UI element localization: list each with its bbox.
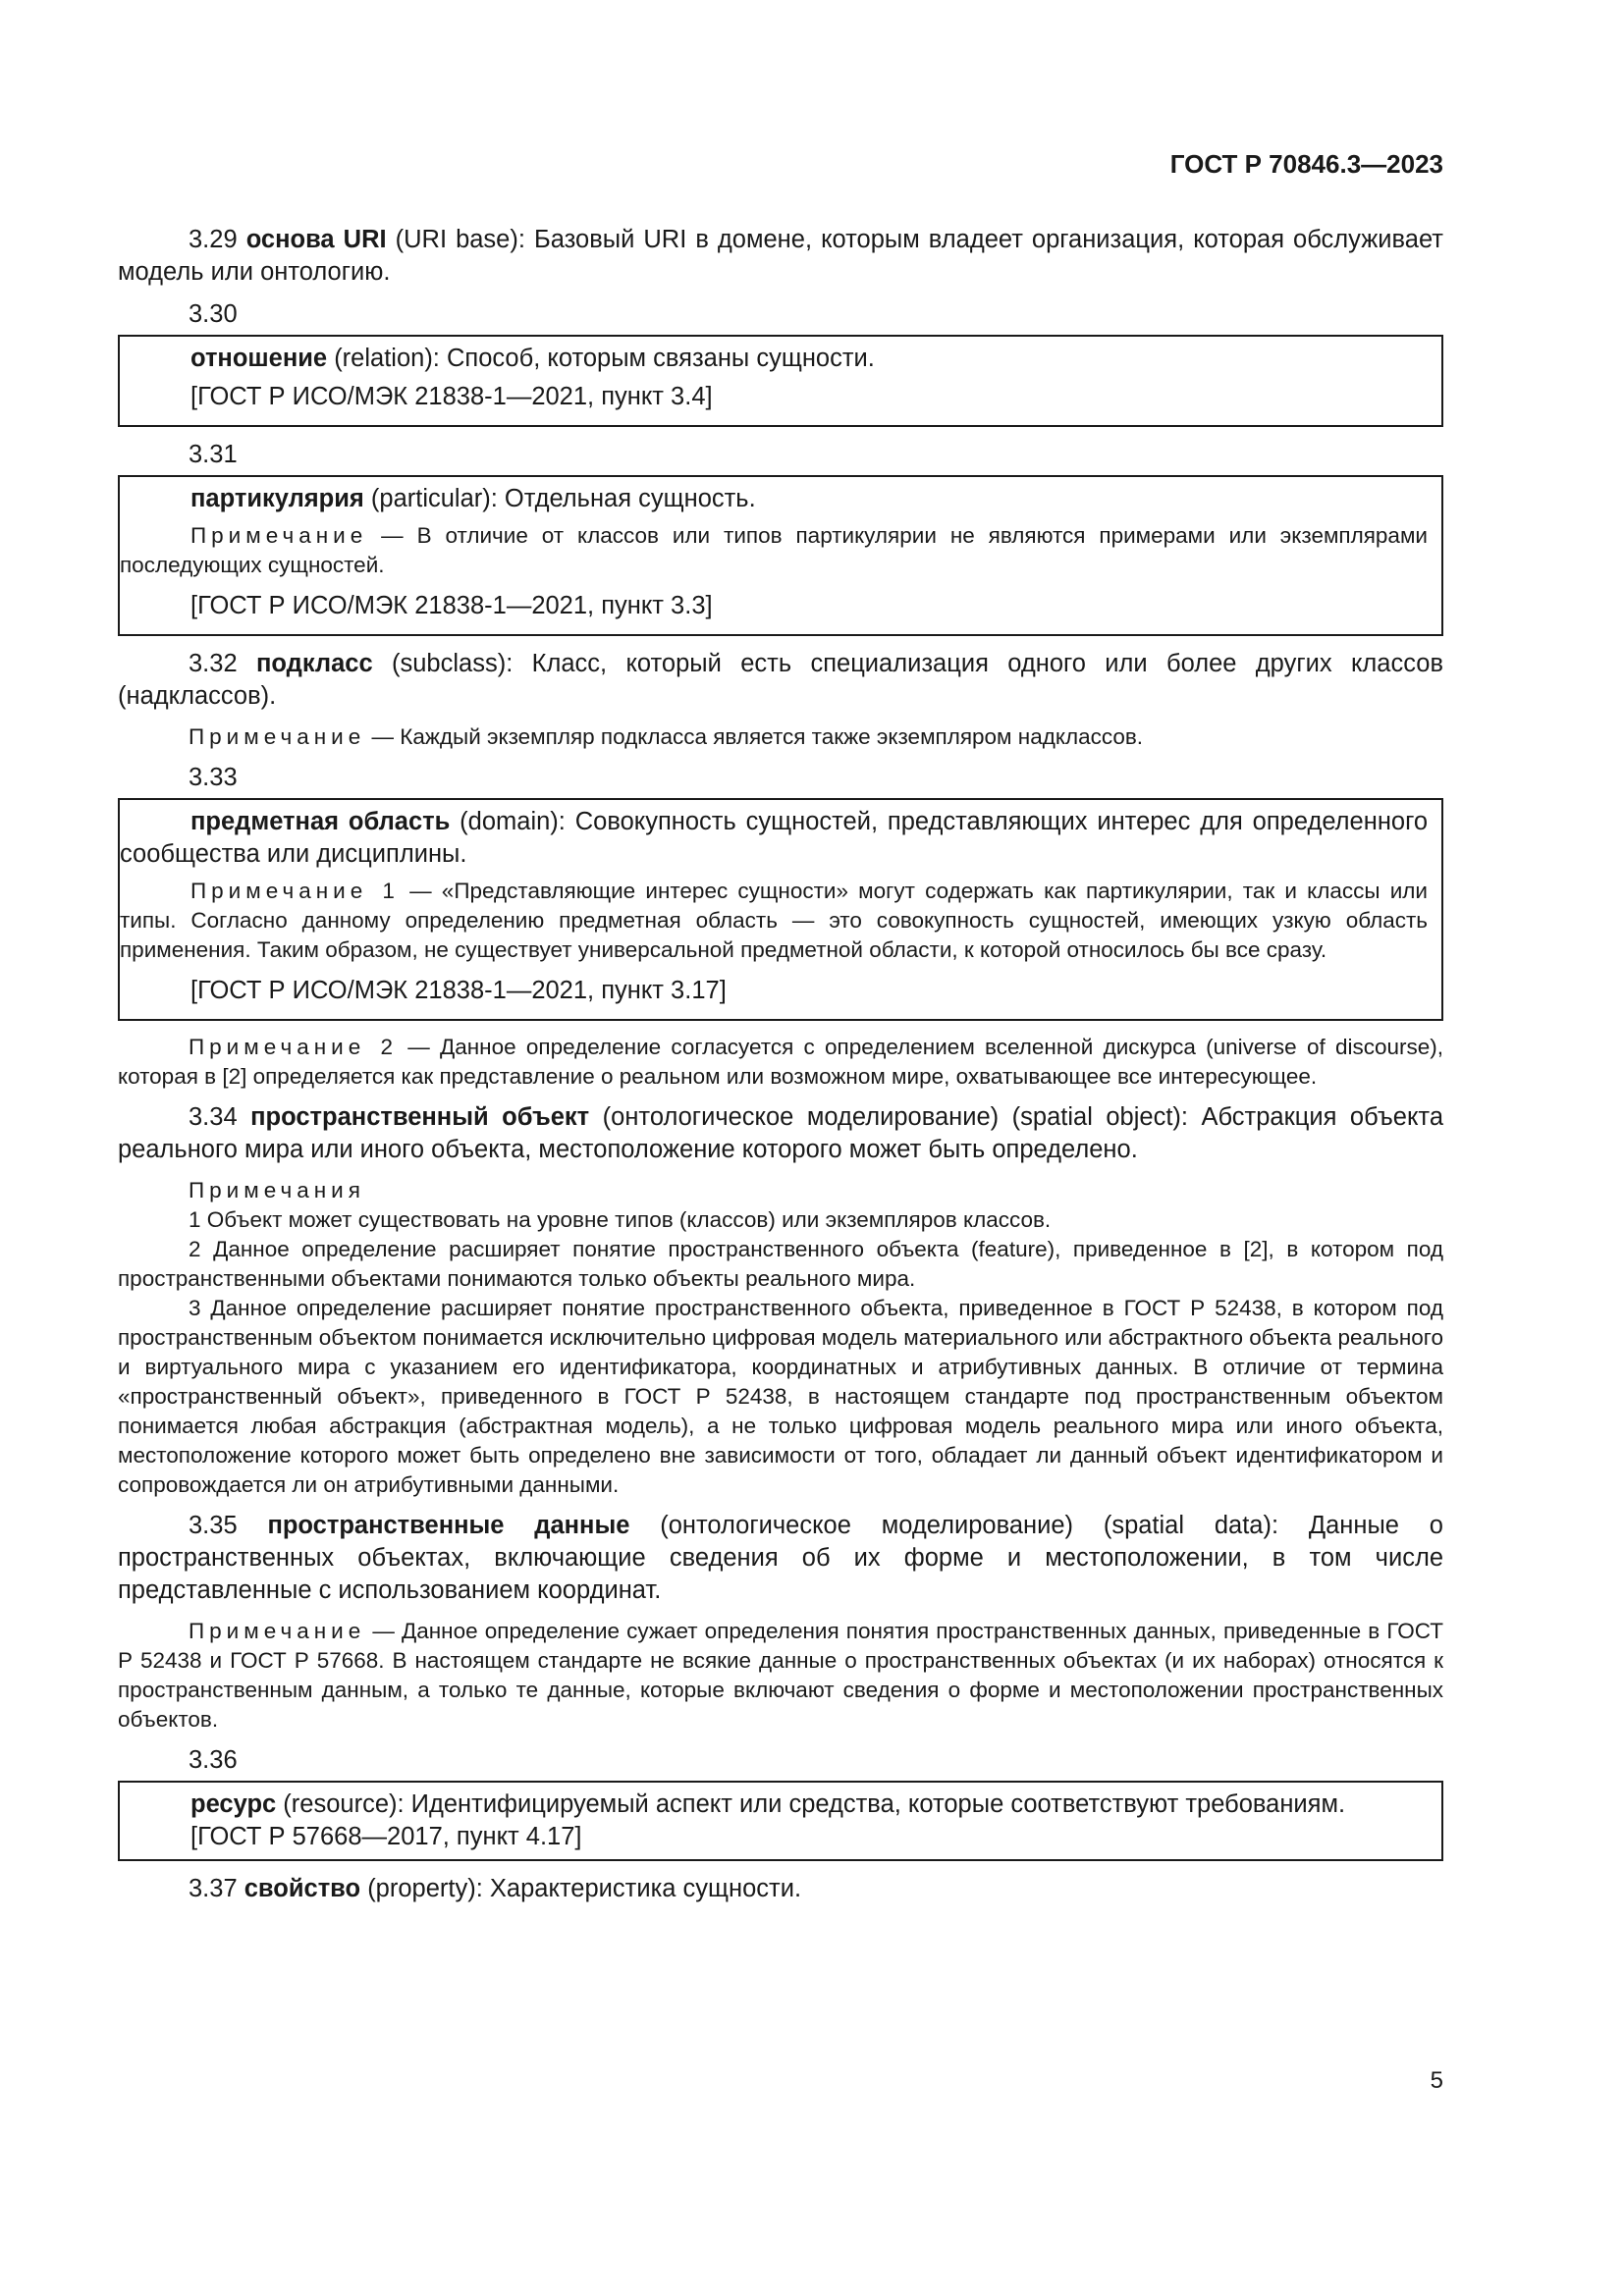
term-source-ref: [ГОСТ Р ИСО/МЭК 21838-1—2021, пункт 3.17] (190, 977, 727, 1004)
term-note: Примечание — Каждый экземпляр подкласса является также экземпляром надклассов. (189, 724, 1144, 749)
term-number: 3.30 (189, 300, 238, 328)
term-note: Примечание 1 — «Представляющие интерес сущности» могут содержать как партикулярии, так и классы или типы. Согласно данному определению предметная область — это совокупность сущностей, имеющих узкую область применения. Таким образом, не существует универсальной предметной области, к которой относилось бы все сразу. (120, 879, 1429, 962)
term-source-ref: [ГОСТ Р ИСО/МЭК 21838-1—2021, пункт 3.3] (190, 592, 713, 619)
term-title: предметная область (190, 808, 451, 835)
note-item: 1 Объект может существовать на уровне типов (классов) или экземпляров классов. (189, 1207, 1052, 1232)
term-3-35: 3.35 пространственные данные (онтологическое моделирование) (spatial data): Данные о пространственных объектах, включающие сведения об их форме и местоположении, в том числе представленные с использованием координат. (118, 1512, 1443, 1604)
term-title: свойство (244, 1875, 361, 1902)
term-title: основа URI (245, 226, 387, 253)
term-note: Примечание 2 — Данное определение согласуется с определением вселенной дискурса (universe of discourse), которая в [2] определяется как представление о реальном или возможном мире, охватывающее все интересующее. (118, 1035, 1443, 1089)
term-title: пространственные данные (267, 1512, 630, 1539)
term-title: ресурс (190, 1790, 277, 1818)
term-box-3-30: отношение (relation): Способ, которым связаны сущности. [ГОСТ Р ИСО/МЭК 21838-1—2021, пункт 3.4] (118, 335, 1443, 427)
term-number: 3.33 (189, 764, 238, 791)
term-number: 3.36 (189, 1746, 238, 1774)
note-item: 3 Данное определение расширяет понятие пространственного объекта, приведенное в ГОСТ Р 52438, в котором под пространственным объектом понимается исключительно цифровая модель материального или абстрактного объекта реального и виртуального мира с указанием его идентификатора, координатных и атрибутивных данных. В отличие от термина «пространственный объект», приведенного в ГОСТ Р 52438, в настоящем стандарте под пространственным объектом понимается любая абстракция (абстрактная модель), а не только цифровая модель реального мира или иного объекта, местоположение которого может быть определено вне зависимости от того, обладает ли данный объект идентификатором и сопровождается ли он атрибутивными данными. (118, 1296, 1443, 1497)
term-box-3-36: ресурс (resource): Идентифицируемый аспект или средства, которые соответствуют требованиям. [ГОСТ Р 57668—2017, пункт 4.17] (118, 1781, 1443, 1861)
document-header: ГОСТ Р 70846.3—2023 (1169, 149, 1443, 179)
notes-heading: Примечания (189, 1178, 365, 1202)
term-title: подкласс (256, 650, 373, 677)
term-box-3-33: предметная область (domain): Совокупность сущностей, представляющих интерес для определенного сообщества или дисциплины. Примечание 1 — «Представляющие интерес сущности» могут содержать как партикулярии, так и классы или типы. Согласно данному определению предметная область — это совокупность сущностей, имеющих узкую область применения. Таким образом, не существует универсальной предметной области, к которой относилось бы все сразу. [ГОСТ Р ИСО/МЭК 21838-1—2021, пункт 3.17] (118, 798, 1443, 1021)
note-item: 2 Данное определение расширяет понятие пространственного объекта (feature), приведенное в [2], в котором под пространственными объектами понимаются только объекты реального мира. (118, 1237, 1443, 1291)
term-number: 3.31 (189, 441, 238, 468)
term-source-ref: [ГОСТ Р ИСО/МЭК 21838-1—2021, пункт 3.4] (190, 383, 713, 410)
term-title: пространственный объект (250, 1103, 590, 1131)
term-note: Примечание — В отличие от классов или типов партикулярии не являются примерами или экземплярами последующих сущностей. (120, 523, 1428, 577)
term-source-ref: [ГОСТ Р 57668—2017, пункт 4.17] (190, 1823, 582, 1850)
document-body (118, 224, 1443, 1915)
term-title: партикулярия (190, 485, 364, 512)
term-box-3-31: партикулярия (particular): Отдельная сущность. Примечание — В отличие от классов или типов партикулярии не являются примерами или экземплярами последующих сущностей. [ГОСТ Р ИСО/МЭК 21838-1—2021, пункт 3.3] (118, 475, 1443, 636)
term-3-29: 3.29 основа URI (URI base): Базовый URI в домене, которым владеет организация, которая обслуживает модель или онтологию. (118, 226, 1443, 286)
term-3-37: 3.37 свойство (property): Характеристика сущности. (189, 1875, 802, 1902)
page-number: 5 (1430, 2067, 1443, 2094)
term-title: отношение (190, 345, 328, 372)
term-note: Примечание — Данное определение сужает определения понятия пространственных данных, приведенные в ГОСТ Р 52438 и ГОСТ Р 57668. В настоящем стандарте не всякие данные о пространственных объектах (и их наборах) относятся к пространственным данным, а только те данные, которые включают сведения о форме и местоположении пространственных объектов. (118, 1619, 1443, 1732)
term-3-34: 3.34 пространственный объект (онтологическое моделирование) (spatial object): Абстракция объекта реального мира или иного объекта, местоположение которого может быть определено. (118, 1103, 1443, 1163)
term-3-32: 3.32 подкласс (subclass): Класс, который есть специализация одного или более других классов (надклассов). (118, 650, 1443, 710)
